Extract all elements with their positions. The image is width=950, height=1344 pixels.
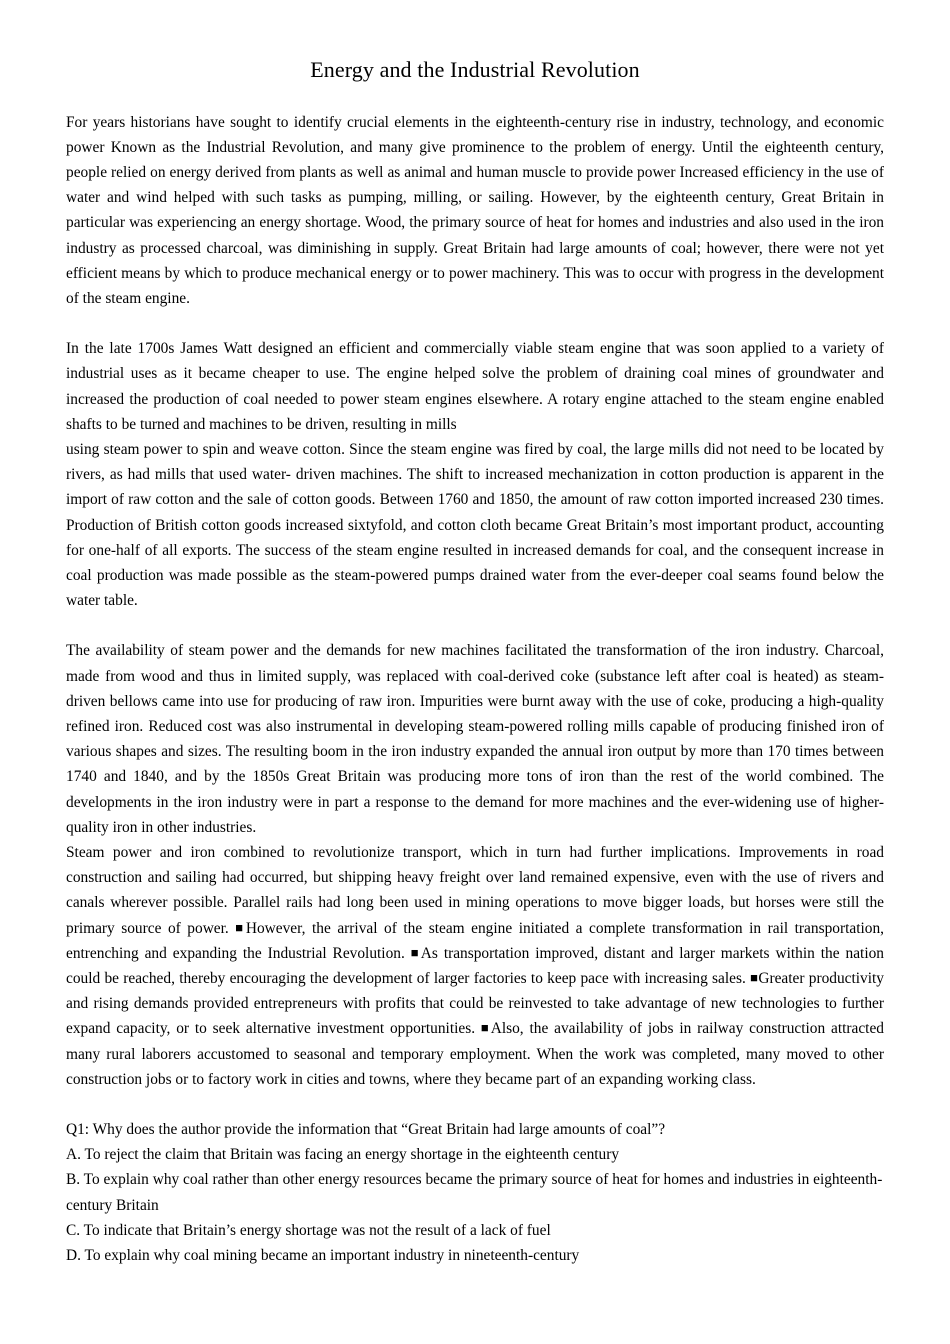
paragraph-4: Steam power and iron combined to revolutionize transport, which in turn had further implications. Improvements in road construction and sailing had occurred, but shipping heavy freight over land remained expensive, even with the use of rivers and canals wherever possible. Parallel rails had long been used in mining operations to move bigger loads, but horses were still the primary source of power. ■However, the arrival of the steam engine initiated a complete transformation in rail transportation, entrenching and expanding the Industrial Revolution. ■As transportation improved, distant and larger markets within the nation could be reached, thereby encouraging the development of larger factories to keep pace with increasing sales. ■Greater productivity and rising demands provided entrepreneurs with profits that could be reinvested to take advantage of new technologies to further expand capacity, or to seek alternative investment opportunities. ■Also, the availability of jobs in railway construction attracted many rural laborers accustomed to seasonal and temporary employment. When the work was completed, many moved to other construction jobs or to factory work in cities and towns, where they became part of an expanding working class. [66, 843, 884, 1088]
page-title: Energy and the Industrial Revolution [310, 57, 640, 82]
question-prompt: Q1: Why does the author provide the information that “Great Britain had large amounts of coal”? [66, 1121, 666, 1139]
answer-option-d[interactable]: D. To explain why coal mining became an important industry in nineteenth-century [66, 1247, 580, 1265]
answer-option-c[interactable]: C. To indicate that Britain’s energy shortage was not the result of a lack of fuel [66, 1221, 551, 1239]
answer-option-b[interactable]: B. To explain why coal rather than other energy resources became the primary source of heat for homes and industries in eighteenth-century Britain [66, 1171, 883, 1214]
paragraph-3: The availability of steam power and the demands for new machines facilitated the transformation of the iron industry. Charcoal, made from wood and thus in limited supply, was replaced with coal-derived coke (substance left after coal is heated) as steam-driven bellows came into use for producing of raw iron. Impurities were burnt away with the use of coke, producing a high-quality refined iron. Reduced cost was also instrumental in developing steam-powered rolling mills capable of producing finished iron of various shapes and sizes. The resulting boom in the iron industry expanded the annual iron output by more than 170 times between 1740 and 1840, and by the 1850s Great Britain was producing more tons of iron than the rest of the world combined. The developments in the iron industry were in part a response to the demand for more machines and the ever-widening use of higher-quality iron in other industries. [66, 642, 884, 836]
insertion-square-icon-3[interactable]: ■ [750, 970, 759, 985]
paragraph-2-part-1: In the late 1700s James Watt designed an efficient and commercially viable steam engine that was soon applied to a variety of industrial uses as it became cheaper to use. The engine helped solve the problem of draining coal mines of groundwater and increased the production of coal needed to power steam engines elsewhere. A rotary engine attached to the steam engine enabled shafts to be turned and machines to be driven, resulting in mills [66, 340, 884, 433]
paragraph-2-part-2: using steam power to spin and weave cotton. Since the steam engine was fired by coal, the large mills did not need to be located by rivers, as had mills that used water- driven machines. The shift to increased mechanization in cotton production is apparent in the import of raw cotton and the sale of cotton goods. Between 1760 and 1850, the amount of raw cotton imported increased 230 times. Production of British cotton goods increased sixtyfold, and cotton cloth became Great Britain’s most important product, accounting for one-half of all exports. The success of the steam engine resulted in increased demands for coal, and the consequent increase in coal production was made possible as the steam-powered pumps drained water from the ever-deeper coal seams found below the water table. [66, 440, 884, 610]
insertion-square-icon-2[interactable]: ■ [410, 944, 421, 960]
paragraph-1: For years historians have sought to identify crucial elements in the eighteenth-century rise in industry, technology, and economic power Known as the Industrial Revolution, and many give prominence to the problem of energy. Until the eighteenth century, people relied on energy derived from plants as well as animal and human muscle to provide power Increased efficiency in the use of water and wind helped with such tasks as pumping, milling, or sailing. However, by the eighteenth century, Great Britain in particular was experiencing an energy shortage. Wood, the primary source of heat for homes and industries and also used in the iron industry as processed charcoal, was diminishing in supply. Great Britain had large amounts of coal; however, there were not yet efficient means by which to produce mechanical energy or to power machinery. This was to occur with progress in the development of the steam engine. [66, 113, 884, 307]
question-block [66, 1117, 884, 1268]
insertion-square-icon-4[interactable]: ■ [480, 1020, 491, 1036]
answer-option-a[interactable]: A. To reject the claim that Britain was facing an energy shortage in the eighteenth century [66, 1146, 620, 1164]
insertion-square-icon-1[interactable]: ■ [235, 919, 246, 935]
